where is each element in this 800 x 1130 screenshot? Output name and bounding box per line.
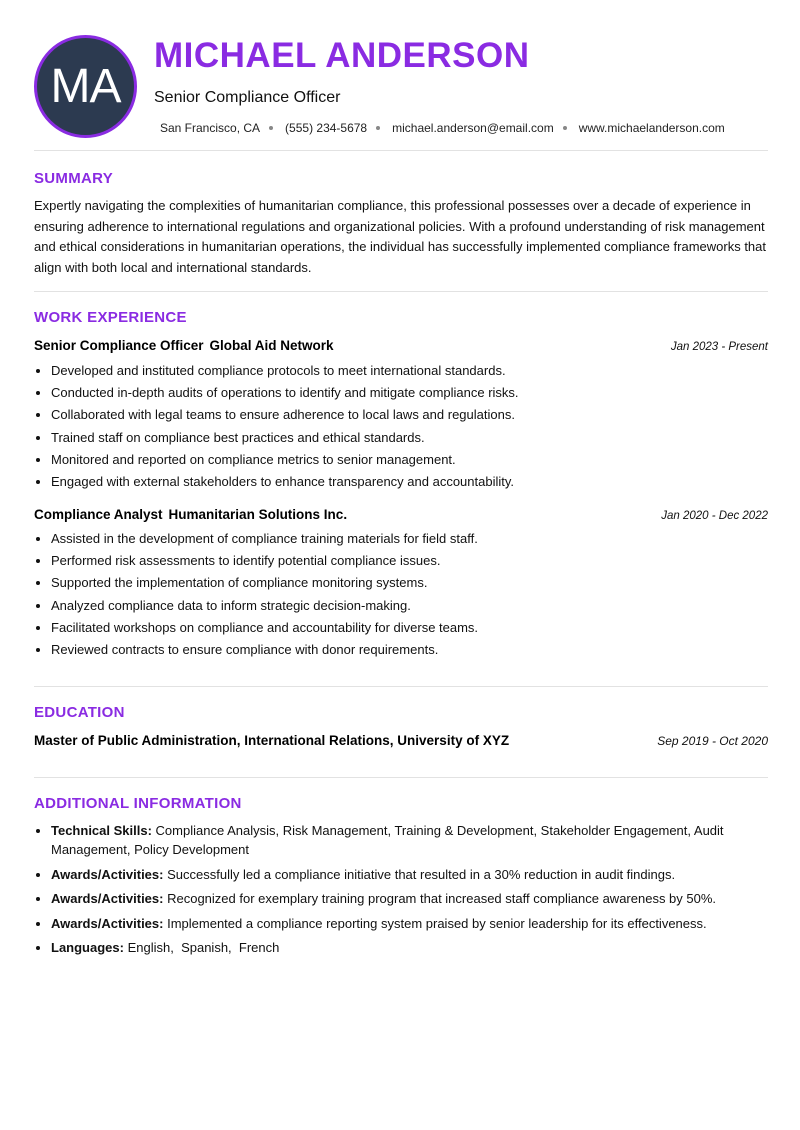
section-divider <box>34 291 768 292</box>
list-item <box>51 821 768 859</box>
job-dates: Jan 2020 - Dec 2022 <box>661 510 768 522</box>
list-item: • Supported the implementation of compliance monitoring systems. <box>51 572 768 594</box>
section-divider <box>34 686 768 687</box>
list-item <box>51 938 768 957</box>
item-text: Successfully led a compliance initiative that resulted in a 30% reduction in audit findings. <box>167 866 676 882</box>
candidate-role: Senior Compliance Officer <box>154 89 341 106</box>
education-entry <box>34 733 768 748</box>
list-item: • Developed and instituted compliance protocols to meet international standards. <box>51 360 768 382</box>
list-item: • Trained staff on compliance best practices and ethical standards. <box>51 427 768 449</box>
candidate-name: MICHAEL ANDERSON <box>154 36 530 75</box>
contact-phone: (555) 234-5678 <box>285 121 368 135</box>
section-divider <box>34 150 768 151</box>
item-label: Awards/Activities: <box>51 891 164 906</box>
separator-dot <box>563 126 567 130</box>
avatar <box>34 35 137 138</box>
list-item <box>51 914 768 933</box>
item-text: Recognized for exemplary training program that increased staff compliance awareness by 50%. <box>167 891 717 906</box>
resume-page <box>34 0 768 955</box>
item-label: Technical Skills: <box>51 823 152 838</box>
summary-text: Expertly navigating the complexities of humanitarian compliance, this professional possesses over a decade of experience in ensuring adherence to international regulations and organizational policies. With a profound understanding of risk management and ethical considerations in humanitarian operations, the individual has successfully implemented compliance frameworks that align with both local and international standards. <box>34 198 766 275</box>
job-position: Compliance Analyst <box>34 507 163 522</box>
item-text: English, Spanish, French <box>127 940 280 955</box>
summary-heading: SUMMARY <box>34 170 114 187</box>
job-company: Humanitarian Solutions Inc. <box>168 507 348 522</box>
job-title <box>34 338 334 353</box>
list-item: • Facilitated workshops on compliance and accountability for diverse teams. <box>51 617 768 639</box>
item-label: Awards/Activities: <box>51 866 164 882</box>
job-bullets <box>34 528 768 661</box>
list-item: • Reviewed contracts to ensure compliance with donor requirements. <box>51 639 768 661</box>
item-text: Compliance Analysis, Risk Management, Training & Development, Stakeholder Engagement, Audit Management, Policy Development <box>51 823 724 857</box>
section-divider <box>34 777 768 778</box>
separator-dot <box>376 126 380 130</box>
job-company: Global Aid Network <box>209 338 334 353</box>
contact-email[interactable]: michael.anderson@email.com <box>392 121 554 135</box>
item-label: Languages: <box>51 940 124 955</box>
job-position: Senior Compliance Officer <box>34 338 204 353</box>
contact-line <box>160 121 725 135</box>
experience-heading: WORK EXPERIENCE <box>34 309 187 326</box>
additional-list <box>34 821 768 963</box>
list-item <box>51 865 768 884</box>
avatar-initials: MA <box>50 60 121 113</box>
item-text: Implemented a compliance reporting system praised by senior leadership for its effectiveness. <box>167 915 707 931</box>
list-item: • Performed risk assessments to identify potential compliance issues. <box>51 550 768 572</box>
contact-website[interactable]: www.michaelanderson.com <box>578 121 725 135</box>
job-header <box>34 507 768 522</box>
contact-location: San Francisco, CA <box>160 121 261 135</box>
list-item: • Assisted in the development of compliance training materials for field staff. <box>51 528 768 550</box>
list-item: • Conducted in-depth audits of operations to identify and mitigate compliance risks. <box>51 382 768 404</box>
education-degree: Master of Public Administration, International Relations, University of XYZ <box>34 733 510 748</box>
list-item: • Engaged with external stakeholders to enhance transparency and accountability. <box>51 471 768 493</box>
job-header <box>34 338 768 353</box>
additional-heading: ADDITIONAL INFORMATION <box>34 795 242 812</box>
job-title <box>34 507 347 522</box>
separator-dot <box>269 126 273 130</box>
list-item <box>51 889 768 908</box>
list-item: • Analyzed compliance data to inform strategic decision-making. <box>51 595 768 617</box>
education-heading: EDUCATION <box>34 704 125 721</box>
job-bullets <box>34 360 768 493</box>
list-item: • Collaborated with legal teams to ensure adherence to local laws and regulations. <box>51 404 768 426</box>
job-dates: Jan 2023 - Present <box>670 341 768 353</box>
education-dates: Sep 2019 - Oct 2020 <box>657 734 768 748</box>
list-item: • Monitored and reported on compliance metrics to senior management. <box>51 449 768 471</box>
item-label: Awards/Activities: <box>51 915 164 931</box>
resume-header <box>34 0 768 150</box>
